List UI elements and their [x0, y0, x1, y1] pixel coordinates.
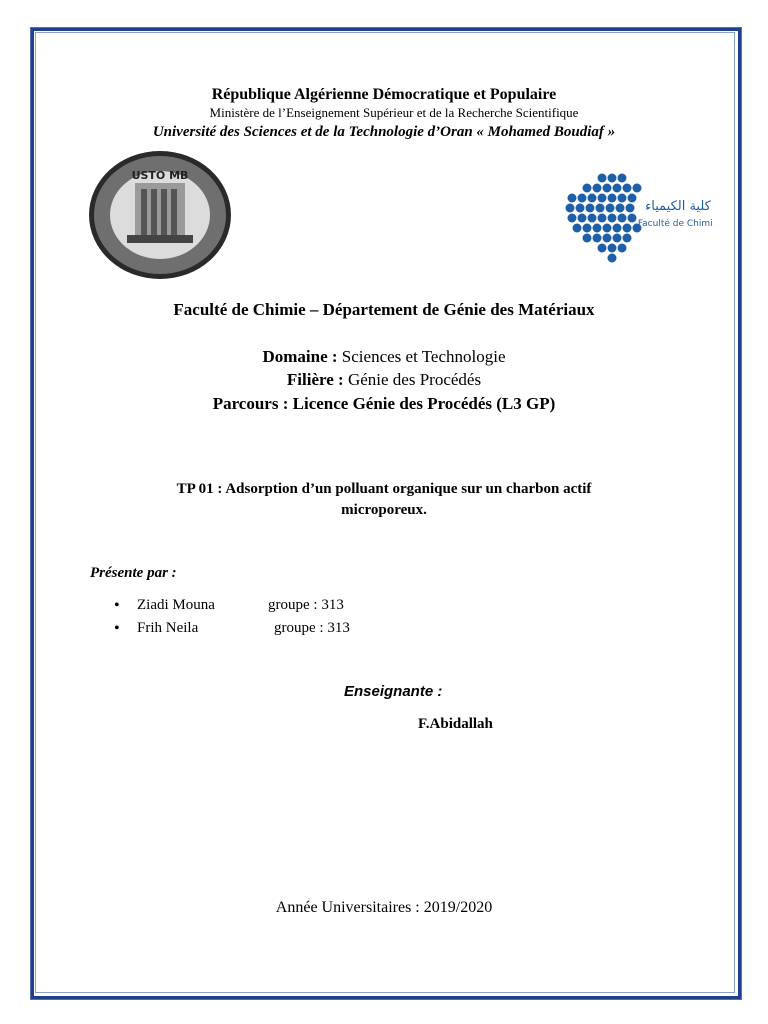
header-republic: République Algérienne Démocratique et Populaire [211, 86, 557, 103]
student-group: groupe : 313 [274, 620, 350, 636]
teacher-label: Enseignante : [344, 683, 443, 700]
parcours-line: Parcours : Licence Génie des Procédés (L3 GP) [212, 394, 556, 413]
presented-by-label: Présente par : [90, 565, 177, 581]
seal-text: USTO MB [131, 169, 189, 182]
teacher-name: F.Abidallah [418, 716, 493, 732]
logo-arabic-text: كلية الكيمياء [645, 199, 711, 214]
filiere-label: Filière : [286, 370, 344, 389]
filiere-value: Génie des Procédés [347, 370, 482, 389]
domaine-line [0, 347, 768, 367]
tp-title-line1: TP 01 : Adsorption d’un polluant organique sur un charbon actif [176, 481, 592, 497]
header-ministry: Ministère de l’Enseignement Supérieur et de la Recherche Scientifique [209, 105, 579, 120]
domaine-value: Sciences et Technologie [341, 347, 506, 366]
bullet-icon: • [114, 620, 120, 637]
bullet-icon: • [114, 597, 120, 614]
header-university: Université des Sciences et de la Technologie d’Oran « Mohamed Boudiaf » [152, 124, 616, 140]
faculty-department: Faculté de Chimie – Département de Génie des Matériaux [173, 300, 595, 319]
logo-faculty-text: Faculté de Chimie [637, 219, 712, 229]
student-name: Ziadi Mouna [137, 597, 215, 613]
faculty-chemistry-logo [562, 170, 712, 264]
tp-title-line2: microporeux. [341, 502, 427, 518]
student-group: groupe : 313 [268, 597, 344, 613]
filiere-line [0, 370, 768, 390]
domaine-label: Domaine : [262, 347, 338, 366]
student-name: Frih Neila [137, 620, 199, 636]
academic-year: Année Universitaires : 2019/2020 [275, 899, 493, 916]
university-seal-logo [87, 149, 233, 282]
